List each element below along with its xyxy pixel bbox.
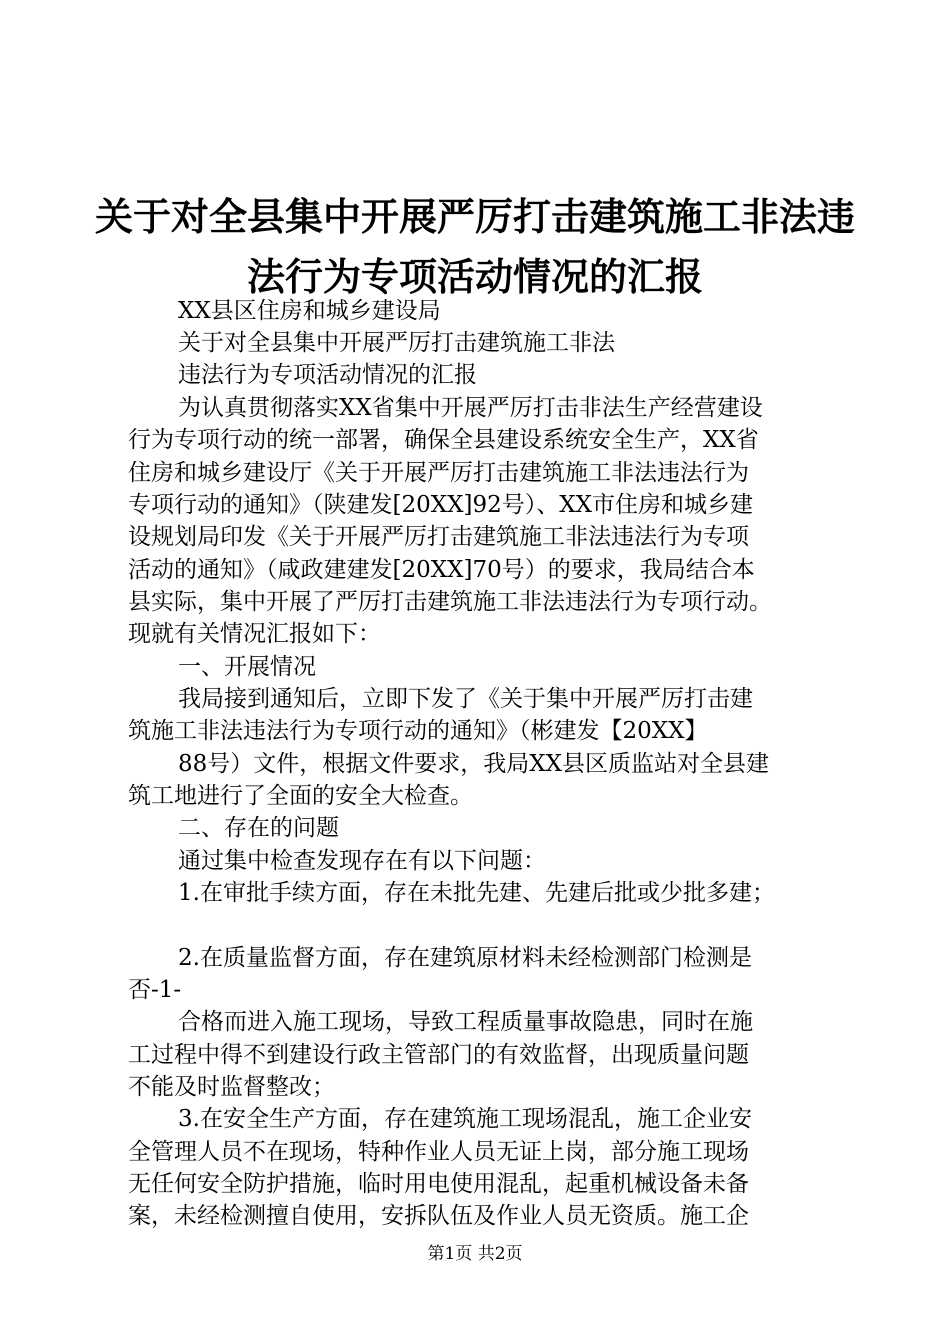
body-line: 88号）文件，根据文件要求，我局XX县区质监站对全县建 <box>178 751 770 777</box>
body-line: 工过程中得不到建设行政主管部门的有效监督，出现质量问题 <box>128 1042 749 1068</box>
issuer-line: XX县区住房和城乡建设局 <box>178 298 441 324</box>
body-line: 筑施工非法违法行为专项行动的通知》（彬建发【20XX】 <box>128 718 708 744</box>
document-title-line-1: 关于对全县集中开展严厉打击建筑施工非法违 <box>94 194 855 239</box>
body-line: 专项行动的通知》（陕建发[20XX]92号）、XX市住房和城乡建 <box>128 492 753 518</box>
section-heading-2: 二、存在的问题 <box>178 815 339 841</box>
body-line: 筑工地进行了全面的安全大检查。 <box>128 783 473 809</box>
list-item-1: 1.在审批手续方面，存在未批先建、先建后批或少批多建； <box>178 880 775 906</box>
body-line: 行为专项行动的统一部署，确保全县建设系统安全生产，XX省 <box>128 427 759 453</box>
subtitle-line-2: 违法行为专项活动情况的汇报 <box>178 362 477 388</box>
body-line: 合格而进入施工现场，导致工程质量事故隐患，同时在施 <box>178 1009 753 1035</box>
body-line: 我局接到通知后，立即下发了《关于集中开展严厉打击建 <box>178 686 753 712</box>
page-number-footer: 第1页 共2页 <box>427 1244 523 1264</box>
body-line: 设规划局印发《关于开展严厉打击建筑施工非法违法行为专项 <box>128 524 749 550</box>
body-line: 全管理人员不在现场，特种作业人员无证上岗，部分施工现场 <box>128 1139 749 1165</box>
body-line: 住房和城乡建设厅《关于开展严厉打击建筑施工非法违法行为 <box>128 460 749 486</box>
body-line: 活动的通知》（咸政建建发[20XX]70号）的要求，我局结合本 <box>128 557 755 583</box>
document-title-line-2: 法行为专项活动情况的汇报 <box>246 254 703 299</box>
body-line: 通过集中检查发现存在有以下问题： <box>178 848 546 874</box>
body-line: 为认真贯彻落实XX省集中开展严厉打击非法生产经营建设 <box>178 395 763 421</box>
body-line: 现就有关情况汇报如下： <box>128 621 381 647</box>
list-item-2: 2.在质量监督方面，存在建筑原材料未经检测部门检测是 <box>178 945 752 971</box>
body-line: 案，未经检测擅自使用，安拆队伍及作业人员无资质。施工企 <box>128 1203 749 1229</box>
body-line: 县实际，集中开展了严厉打击建筑施工非法违法行为专项行动。 <box>128 589 772 615</box>
section-heading-1: 一、开展情况 <box>178 654 316 680</box>
list-item-3: 3.在安全生产方面，存在建筑施工现场混乱，施工企业安 <box>178 1106 752 1132</box>
body-line: 否-1- <box>128 977 182 1003</box>
body-line: 无任何安全防护措施，临时用电使用混乱，起重机械设备未备 <box>128 1171 749 1197</box>
subtitle-line-1: 关于对全县集中开展严厉打击建筑施工非法 <box>178 330 615 356</box>
body-line: 不能及时监督整改； <box>128 1074 335 1100</box>
